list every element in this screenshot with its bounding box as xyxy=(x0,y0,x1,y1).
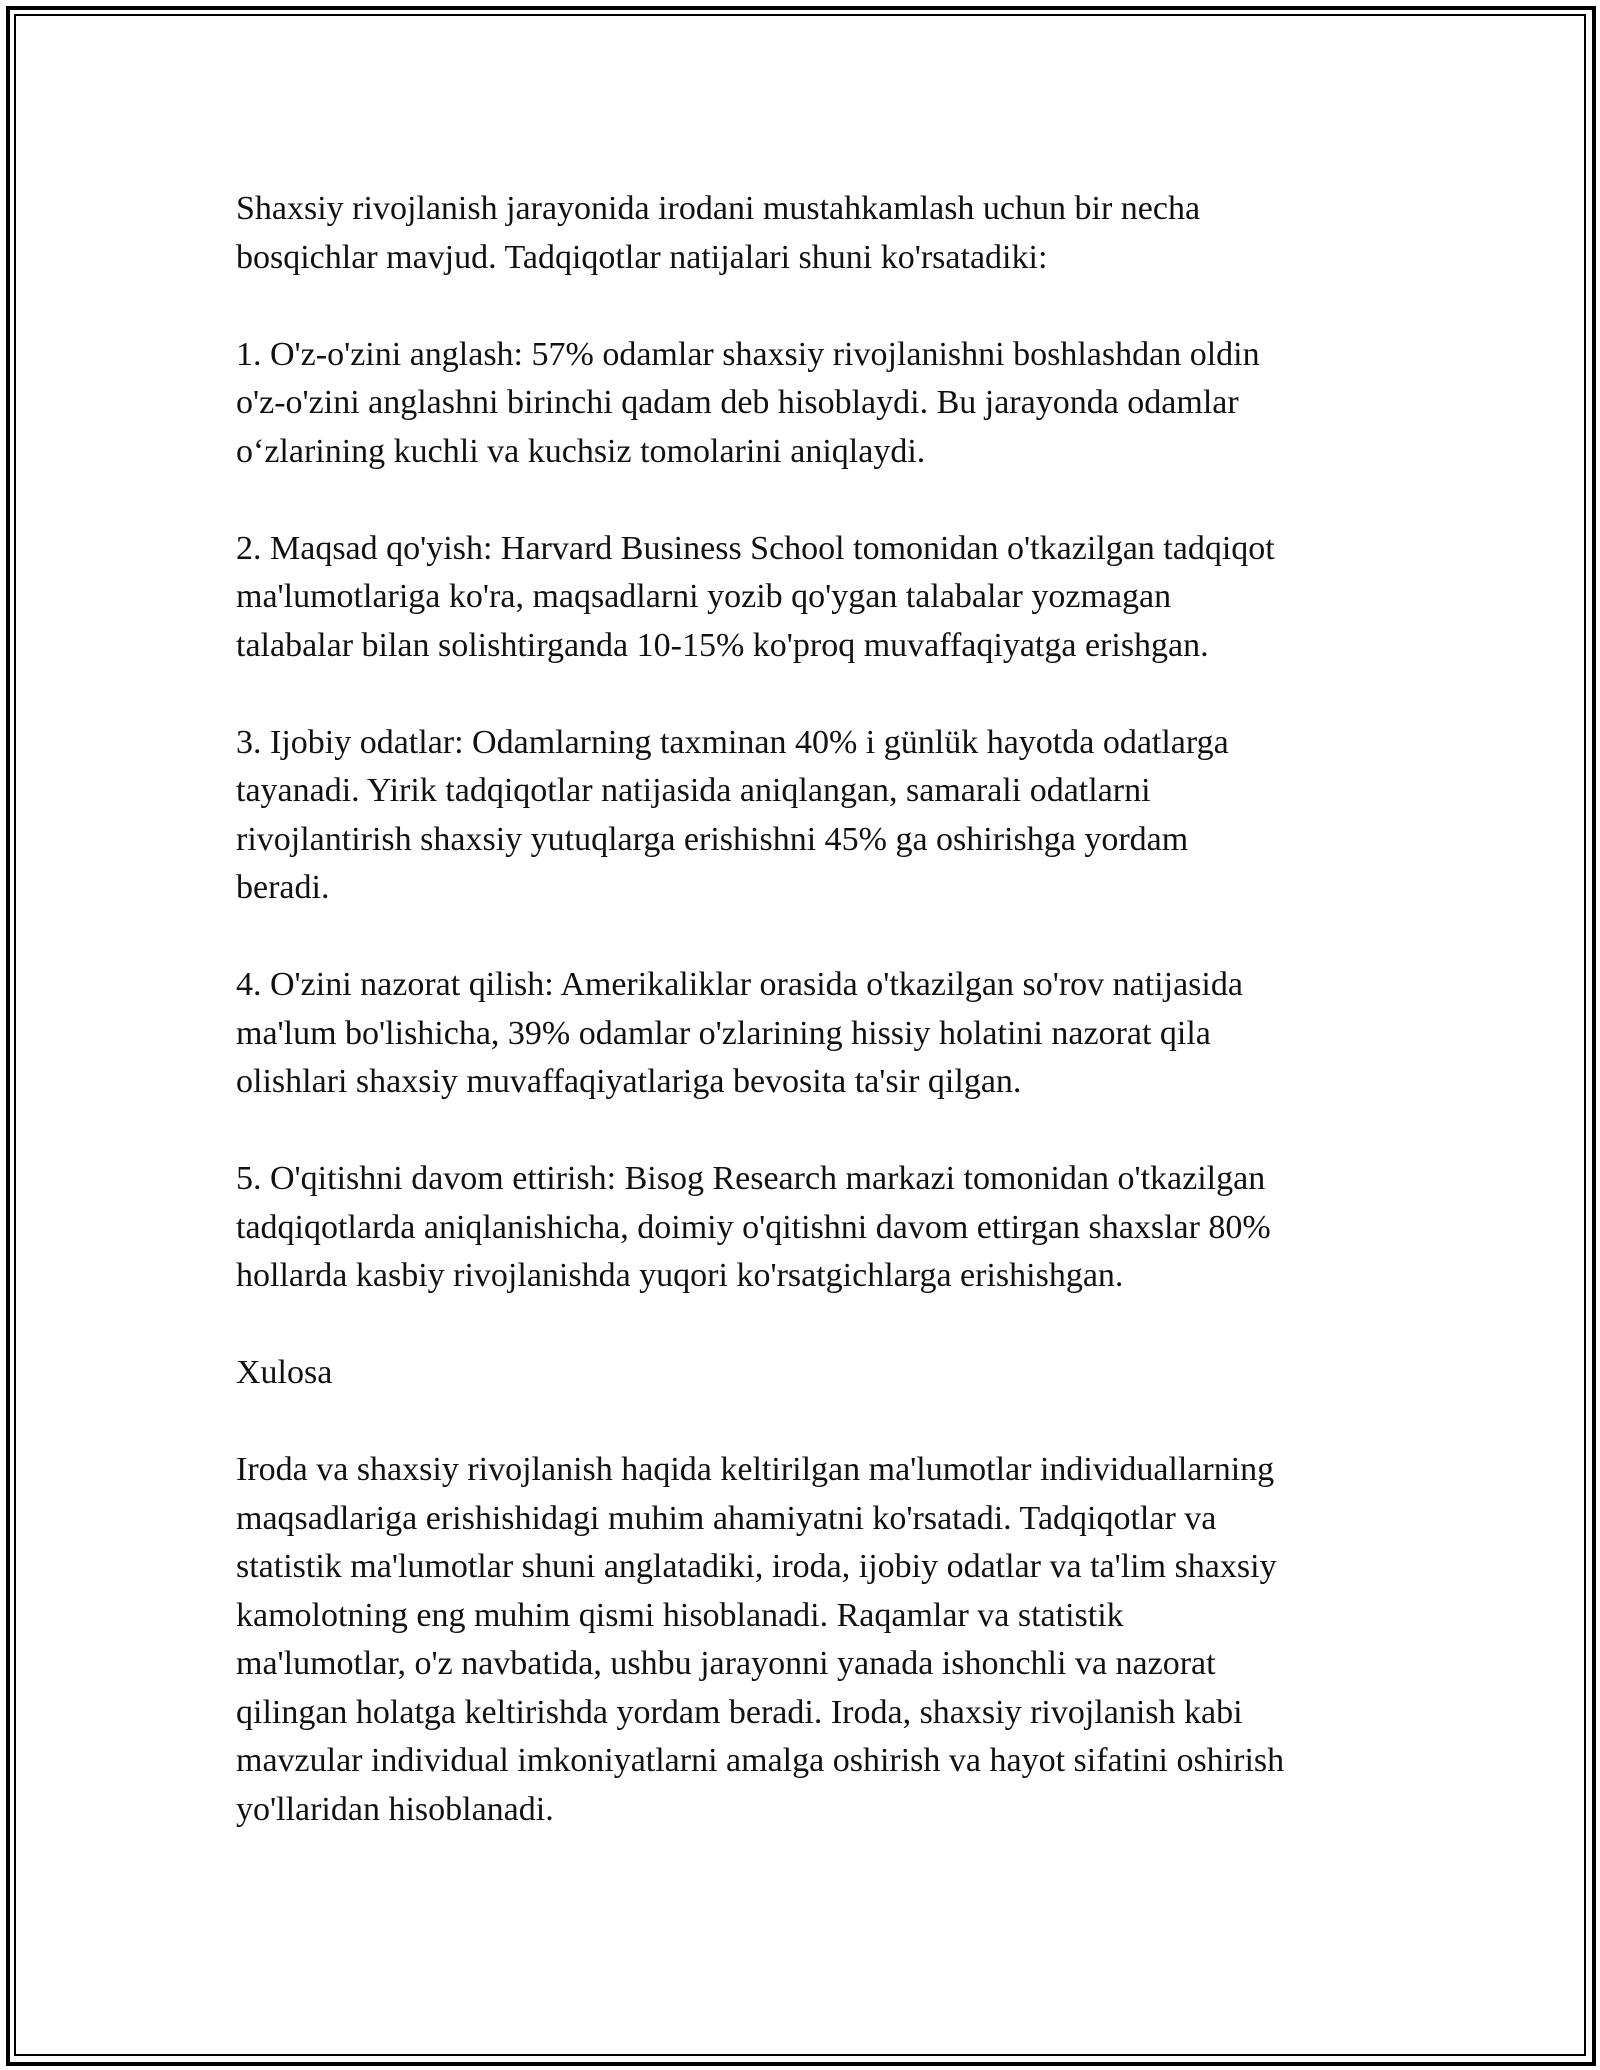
conclusion-paragraph: Iroda va shaxsiy rivojlanish haqida keltirilgan ma'lumotlar individuallarning maqsadlariga erishishidagi muhim ahamiyatni ko'rsatadi. Tadqiqotlar va statistik ma'lumotlar shuni anglatadiki, iroda, ijobiy odatlar va ta'lim shaxsiy kamolotning eng muhim qismi hisoblanadi. Raqamlar va statistik ma'lumotlar, o'z navbatida, ushbu jarayonni yanada ishonchli va nazorat qilingan holatga keltirishda yordam beradi. Iroda, shaxsiy rivojlanish kabi mavzular individual imkoniyatlarni amalga oshirish va hayot sifatini oshirish yo'llaridan hisoblanadi. xyxy=(236,1451,1285,1828)
conclusion-heading: Xulosa xyxy=(236,1354,333,1391)
document-body xyxy=(236,185,1386,1883)
list-item-3: 3. Ijobiy odatlar: Odamlarning taxminan 40% i günlük hayotda odatlarga tayanadi. Yirik tadqiqotlar natijasida aniqlangan, samarali odatlarni rivojlantirish shaxsiy yutuqlarga erishishni 45% ga oshirishga yordam beradi. xyxy=(236,723,1229,906)
list-item-5: 5. O'qitishni davom ettirish: Bisog Research markazi tomonidan o'tkazilgan tadqiqotlarda aniqlanishicha, doimiy o'qitishni davom ettirgan shaxslar 80% hollarda kasbiy rivojlanishda yuqori ko'rsatgichlarga erishishgan. xyxy=(236,1160,1271,1294)
list-item-1: 1. O'z-o'zini anglash: 57% odamlar shaxsiy rivojlanishni boshlashdan oldin o'z-o'zini anglashni birinchi qadam deb hisoblaydi. Bu jarayonda odamlar o‘zlarining kuchli va kuchsiz tomolarini aniqlaydi. xyxy=(236,335,1260,470)
intro-paragraph: Shaxsiy rivojlanish jarayonida irodani mustahkamlash uchun bir necha bosqichlar mavjud. Tadqiqotlar natijalari shuni ko'rsatadiki: xyxy=(236,190,1201,276)
list-item-2: 2. Maqsad qo'yish: Harvard Business School tomonidan o'tkazilgan tadqiqot ma'lumotlariga ko'ra, maqsadlarni yozib qo'ygan talabalar yozmagan talabalar bilan solishtirganda 10-15% ko'proq muvaffaqiyatga erishgan. xyxy=(236,529,1275,664)
list-item-4: 4. O'zini nazorat qilish: Amerikaliklar orasida o'tkazilgan so'rov natijasida ma'lum bo'lishicha, 39% odamlar o'zlarining hissiy holatini nazorat qila olishlari shaxsiy muvaffaqiyatlariga bevosita ta'sir qilgan. xyxy=(236,966,1243,1100)
